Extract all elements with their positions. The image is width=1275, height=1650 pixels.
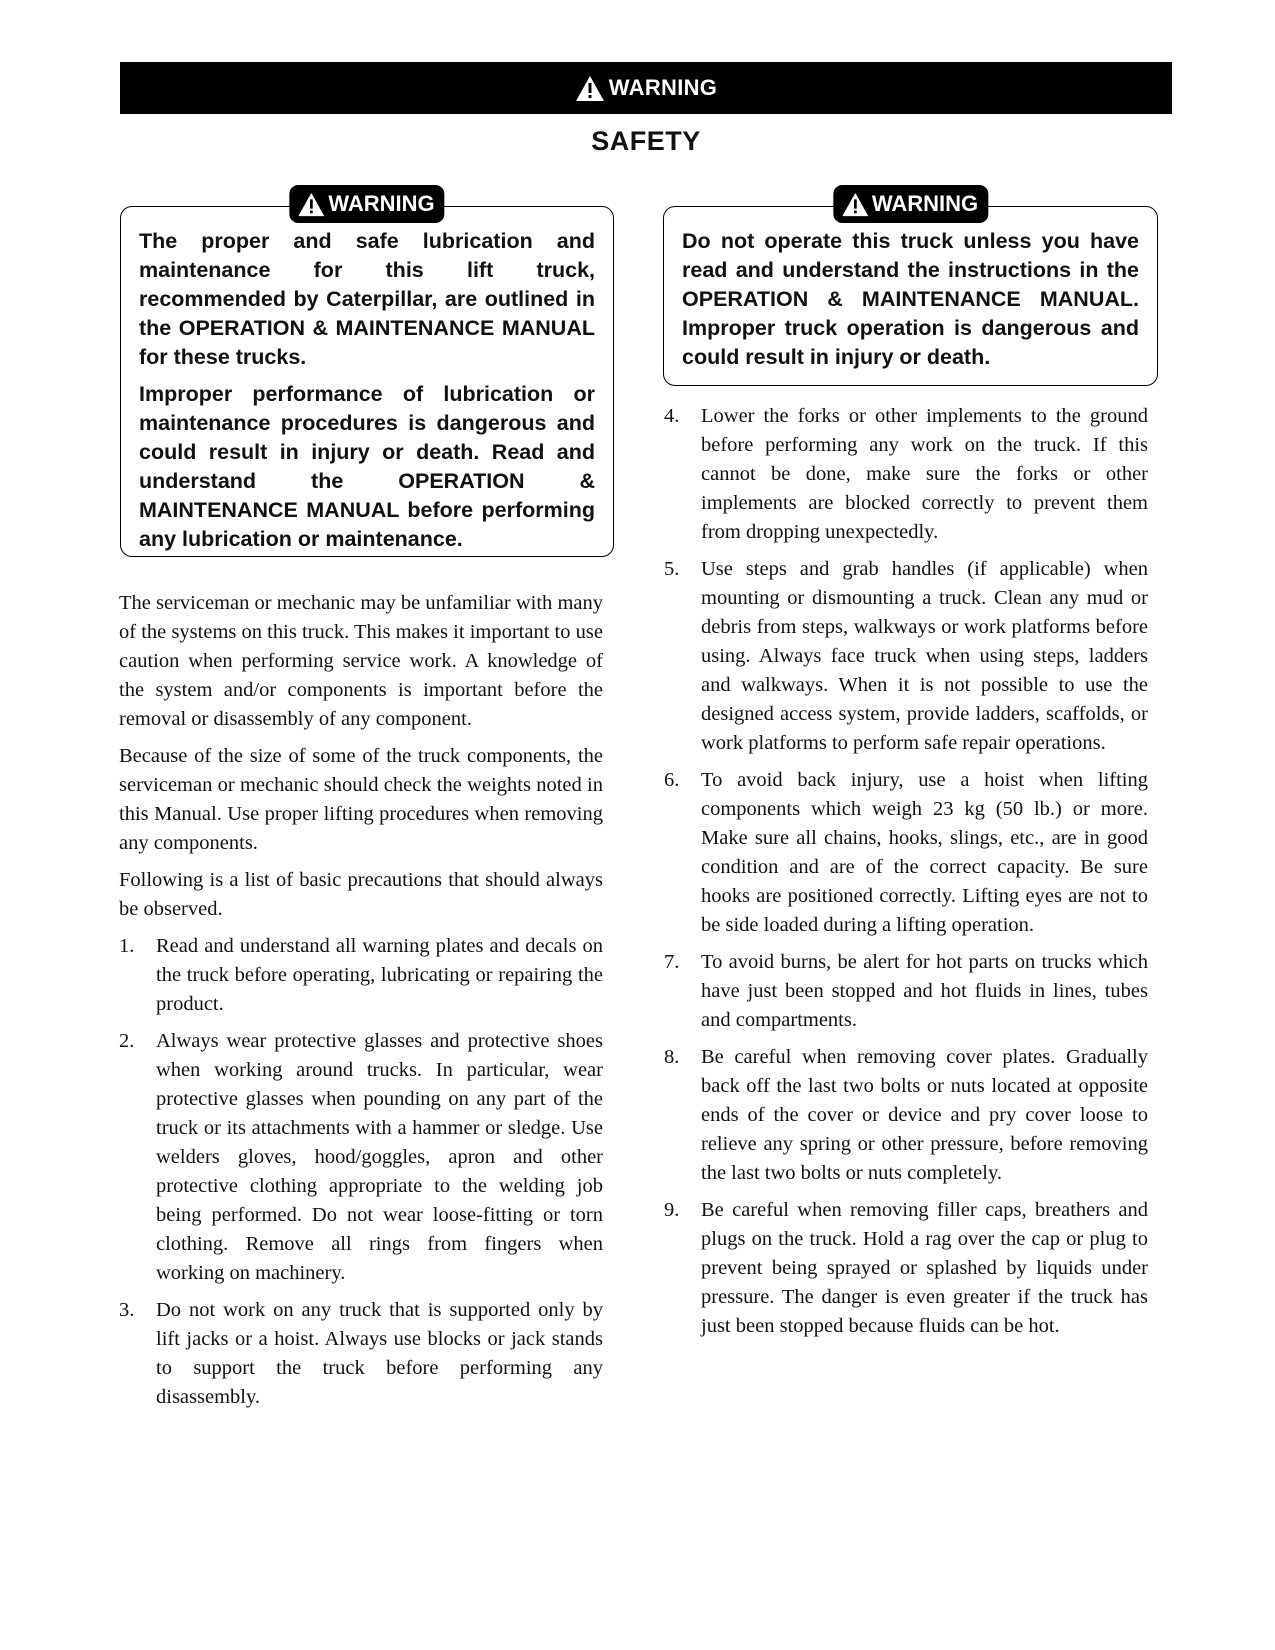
warning-box-operation xyxy=(663,191,1158,386)
item-number: 2. xyxy=(119,1030,135,1052)
precaution-item xyxy=(664,1043,1148,1188)
item-number: 3. xyxy=(119,1299,135,1321)
intro-paragraph: Following is a list of basic precautions that should always be observed. xyxy=(119,869,603,920)
warning-paragraph: Do not operate this truck unless you have read and understand the instructions in the OPERATION & MAINTENANCE MANUAL. Improper truck operation is dangerous and could result in injury or death. xyxy=(682,229,1139,369)
item-number: 4. xyxy=(664,405,680,427)
banner-label: WARNING xyxy=(608,75,718,100)
precaution-item xyxy=(119,1296,603,1412)
warning-tab xyxy=(289,185,444,223)
left-column xyxy=(119,589,603,1420)
warning-tab-label: WARNING xyxy=(871,191,979,216)
precaution-item xyxy=(664,555,1148,758)
item-number: 6. xyxy=(664,769,680,791)
precaution-item xyxy=(664,766,1148,940)
item-text: To avoid burns, be alert for hot parts on trucks which have just been stopped and hot fluids in lines, tubes and compartments. xyxy=(701,951,1148,1031)
item-text: Be careful when removing cover plates. Gradually back off the last two bolts or nuts located at opposite ends of the cover or device and pry cover loose to relieve any spring or other pressure, before removing the last two bolts or nuts completely. xyxy=(701,1046,1148,1184)
warning-triangle-icon xyxy=(575,75,605,102)
warning-tab xyxy=(833,185,988,223)
item-number: 8. xyxy=(664,1046,680,1068)
item-text: Lower the forks or other implements to the ground before performing any work on the truck. If this cannot be done, make sure the forks or other implements are blocked correctly to prevent them from dropping unexpectedly. xyxy=(701,405,1148,543)
item-text: Use steps and grab handles (if applicable) when mounting or dismounting a truck. Clean any mud or debris from steps, walkways or work platforms before using. Always face truck when using steps, ladders and walkways. When it is not possible to use the designed access system, provide ladders, scaffolds, or work platforms to perform safe repair operations. xyxy=(701,558,1148,754)
item-number: 7. xyxy=(664,951,680,973)
precaution-item xyxy=(664,402,1148,547)
item-text: Always wear protective glasses and protective shoes when working around trucks. In particular, wear protective glasses when pounding on any part of the truck or its attachments with a hammer or sledge. Use welders gloves, hood/goggles, apron and other protective clothing appropriate to the welding job being performed. Do not wear loose-fitting or torn clothing. Remove all rings from fingers when working on machinery. xyxy=(156,1030,603,1284)
right-column xyxy=(664,402,1148,1349)
item-number: 1. xyxy=(119,935,135,957)
intro-paragraph: The serviceman or mechanic may be unfamiliar with many of the systems on this truck. This makes it important to use caution when performing service work. A knowledge of the system and/or components is important before the removal or disassembly of any component. xyxy=(119,592,603,730)
precaution-item xyxy=(119,1027,603,1288)
warning-tab-label: WARNING xyxy=(328,191,435,216)
warning-banner xyxy=(120,62,1172,114)
item-number: 9. xyxy=(664,1199,680,1221)
item-number: 5. xyxy=(664,558,680,580)
warning-paragraph: Improper performance of lubrication or maintenance procedures is dangerous and could result in injury or death. Read and understand the OPERATION & MAINTENANCE MANUAL before performing any lubrication or maintenance. xyxy=(139,382,595,551)
precaution-item xyxy=(119,932,603,1019)
item-text: Read and understand all warning plates and decals on the truck before operating, lubricating or repairing the product. xyxy=(156,935,603,1015)
warning-triangle-icon xyxy=(297,192,325,217)
precaution-item xyxy=(664,948,1148,1035)
warning-paragraph: The proper and safe lubrication and maintenance for this lift truck, recommended by Caterpillar, are outlined in the OPERATION & MAINTENANCE MANUAL for these trucks. xyxy=(139,229,595,369)
item-text: Be careful when removing filler caps, breathers and plugs on the truck. Hold a rag over the cap or plug to prevent being sprayed or splashed by liquids under pressure. The danger is even greater if the truck has just been stopped because fluids can be hot. xyxy=(701,1199,1148,1337)
item-text: Do not work on any truck that is supported only by lift jacks or a hoist. Always use blocks or jack stands to support the truck before performing any disassembly. xyxy=(156,1299,603,1408)
warning-triangle-icon xyxy=(841,192,869,217)
warning-box-lubrication xyxy=(120,191,614,557)
item-text: To avoid back injury, use a hoist when lifting components which weigh 23 kg (50 lb.) or more. Make sure all chains, hooks, slings, etc., are in good condition and are of the correct capacity. Be sure hooks are positioned correctly. Lifting eyes are not to be side loaded during a lifting operation. xyxy=(701,769,1148,936)
intro-paragraph: Because of the size of some of the truck components, the serviceman or mechanic should check the weights noted in this Manual. Use proper lifting procedures when removing any components. xyxy=(119,745,603,854)
precaution-item xyxy=(664,1196,1148,1341)
page-title: SAFETY xyxy=(591,126,701,156)
